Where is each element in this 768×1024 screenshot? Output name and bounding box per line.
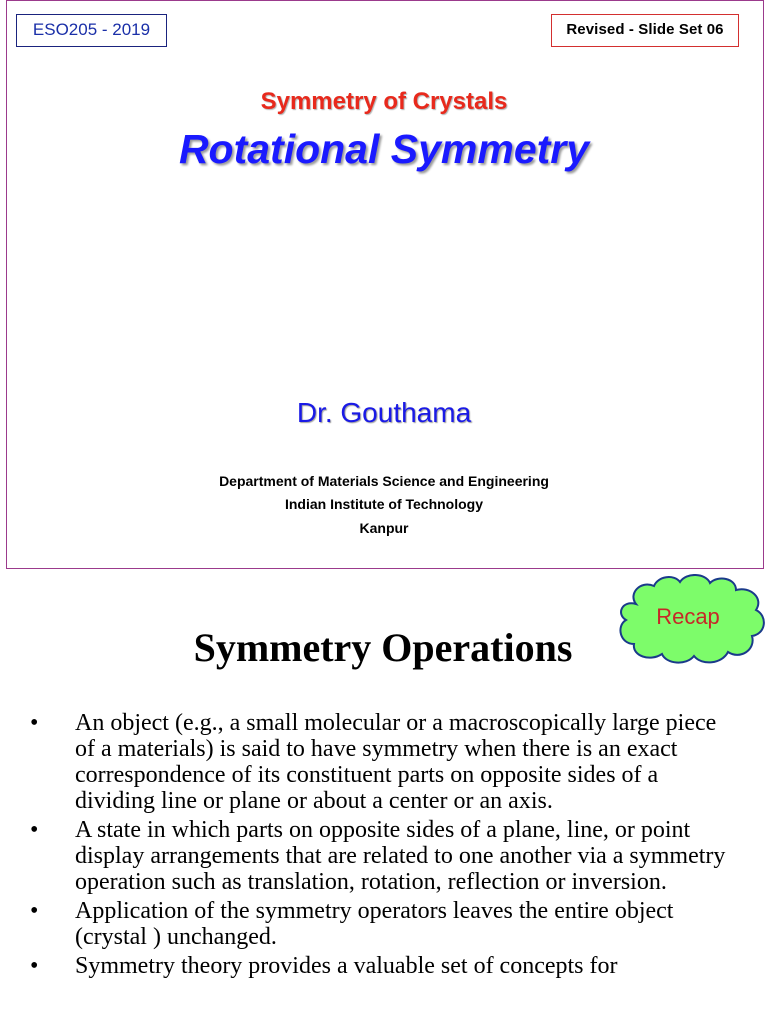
affiliation-institute: Indian Institute of Technology — [284, 496, 484, 512]
list-item — [30, 710, 730, 814]
list-item — [30, 817, 730, 895]
bullet-text: A state in which parts on opposite sides of a plane, line, or point display arrangements that are related to one another via a symmetry operation such as translation, rotation, reflection or inversion. — [75, 817, 726, 895]
bullet-text: Application of the symmetry operators leaves the entire object (crystal ) unchanged. — [75, 898, 674, 950]
list-item — [30, 898, 730, 950]
slide-subtitle: Symmetry of Crystals — [260, 88, 508, 115]
affiliation-department: Department of Materials Science and Engineering — [219, 473, 549, 489]
course-code-box: ESO205 - 2019 — [16, 14, 167, 47]
bullet-marker: • — [30, 898, 39, 924]
bullet-marker: • — [30, 710, 39, 736]
bullet-marker: • — [30, 817, 39, 843]
section-title: Symmetry Operations — [193, 625, 573, 670]
author-name: Dr. Gouthama — [296, 397, 472, 428]
revision-label-box: Revised - Slide Set 06 — [551, 14, 739, 47]
bullet-list — [30, 710, 730, 982]
bullet-text: An object (e.g., a small molecular or a macroscopically large piece of a materials) is said to have symmetry when there is an exact correspondence of its constituent parts on opposite sides of a dividing line or plane or about a center or an axis. — [75, 710, 717, 814]
bullet-text: Symmetry theory provides a valuable set of concepts for — [75, 953, 618, 979]
list-item — [30, 953, 730, 979]
recap-badge-label: Recap — [656, 604, 720, 629]
slide-title: Rotational Symmetry — [178, 126, 590, 172]
affiliation-city: Kanpur — [359, 520, 409, 536]
bullet-marker: • — [30, 953, 39, 979]
